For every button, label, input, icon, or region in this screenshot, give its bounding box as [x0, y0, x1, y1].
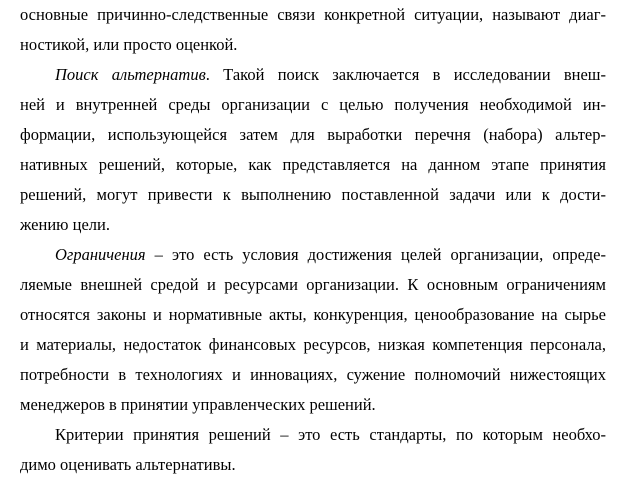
text-line: [20, 270, 606, 300]
line-text: и материалы, недостаток финансовых ресурсов, низкая компетенция персонала,: [20, 335, 606, 354]
text-line: [20, 360, 606, 390]
text-line: [20, 390, 606, 420]
line-text: ней и внутренней среды организации с целью получения необходимой ин-: [20, 95, 606, 114]
text-line: [20, 0, 606, 30]
line-text: потребности в технологиях и инновациях, сужение полномочий нижестоящих: [20, 365, 606, 384]
term-constraints: Ограничения: [55, 245, 146, 264]
text-line: [20, 210, 606, 240]
text-line: [20, 180, 606, 210]
line-text: димо оценивать альтернативы.: [20, 455, 236, 474]
text-line: [20, 450, 606, 480]
line-text: – это есть условия достижения целей организации, опреде-: [145, 245, 606, 264]
text-line: [20, 150, 606, 180]
text-line: [20, 300, 606, 330]
line-text: основные причинно-следственные связи конкретной ситуации, называют диаг-: [20, 5, 606, 24]
line-text: формации, использующейся затем для выработки перечня (набора) альтер-: [20, 125, 606, 144]
line-text: нативных решений, которые, как представляется на данном этапе принятия: [20, 155, 606, 174]
text-line: [20, 120, 606, 150]
line-text: решений, могут привести к выполнению поставленной задачи или к дости-: [20, 185, 606, 204]
line-text: Критерии принятия решений – это есть стандарты, по которым необхо-: [55, 425, 606, 444]
term-search-alternatives: Поиск альтернатив: [55, 65, 206, 84]
text-line: [55, 60, 606, 90]
line-text: . Такой поиск заключается в исследовании внеш-: [205, 65, 606, 84]
text-line: [20, 30, 606, 60]
text-line: [55, 420, 606, 450]
text-line: [20, 330, 606, 360]
text-line: [55, 240, 606, 270]
line-text: относятся законы и нормативные акты, конкуренция, ценообразование на сырье: [20, 305, 606, 324]
line-text: ностикой, или просто оценкой.: [20, 35, 238, 54]
text-line: [20, 90, 606, 120]
line-text: жению цели.: [20, 215, 110, 234]
line-text: менеджеров в принятии управленческих решений.: [20, 395, 376, 414]
line-text: ляемые внешней средой и ресурсами организации. К основным ограничениям: [20, 275, 606, 294]
